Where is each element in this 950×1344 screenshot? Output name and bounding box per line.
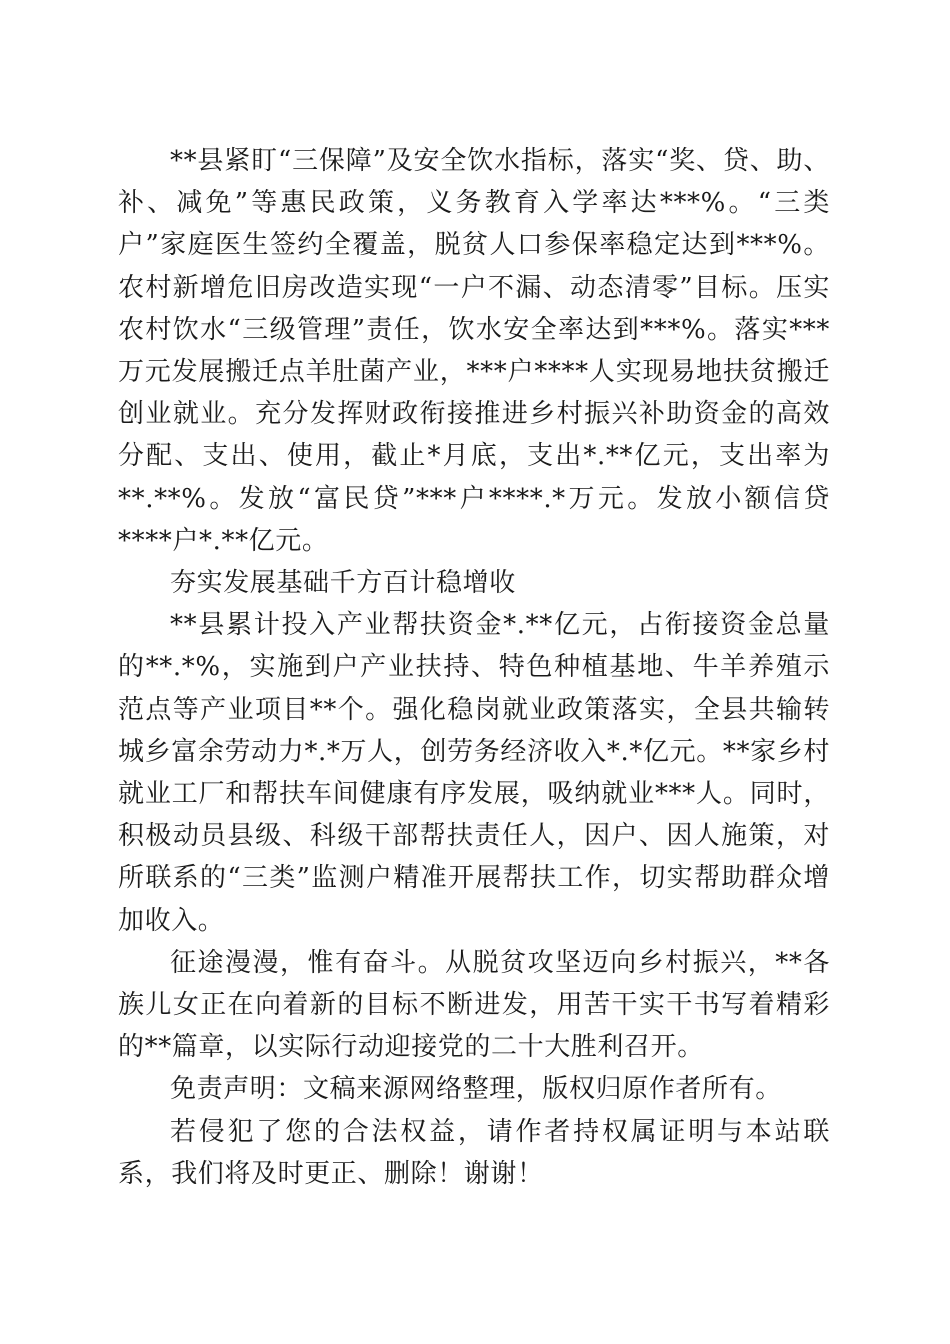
document-body bbox=[118, 140, 830, 1195]
contact-notice: 若侵犯了您的合法权益，请作者持权属证明与本站联系，我们将及时更正、删除！谢谢！ bbox=[118, 1116, 830, 1189]
paragraph-guarantees: **县紧盯“三保障”及安全饮水指标，落实“奖、贷、助、补、减免”等惠民政策，义务教育入学率达***%。“三类户”家庭医生签约全覆盖，脱贫人口参保率稳定达到***%。农村新增危旧房改造实现“一户不漏、动态清零”目标。压实农村饮水“三级管理”责任，饮水安全率达到***%。落实***万元发展搬迁点羊肚菌产业，***户****人实现易地扶贫搬迁创业就业。充分发挥财政衔接推进乡村振兴补助资金的高效分配、支出、使用，截止*月底，支出*.**亿元，支出率为**.**%。发放“富民贷”***户****.*万元。发放小额信贷****户*.**亿元。 bbox=[118, 146, 830, 556]
paragraph-industry-support: **县累计投入产业帮扶资金*.**亿元，占衔接资金总量的**.*%，实施到户产业扶持、特色种植基地、牛羊养殖示范点等产业项目**个。强化稳岗就业政策落实，全县共输转城乡富余劳动力*.*万人，创劳务经济收入*.*亿元。**家乡村就业工厂和帮扶车间健康有序发展，吸纳就业***人。同时，积极动员县级、科级干部帮扶责任人，因户、因人施策，对所联系的“三类”监测户精准开展帮扶工作，切实帮助群众增加收入。 bbox=[118, 610, 830, 936]
paragraph-conclusion: 征途漫漫，惟有奋斗。从脱贫攻坚迈向乡村振兴，**各族儿女正在向着新的目标不断进发，用苦干实干书写着精彩的**篇章，以实际行动迎接党的二十大胜利召开。 bbox=[118, 947, 830, 1063]
section-heading-income: 夯实发展基础千方百计稳增收 bbox=[170, 568, 516, 599]
disclaimer-line: 免责声明：文稿来源网络整理，版权归原作者所有。 bbox=[170, 1074, 782, 1105]
